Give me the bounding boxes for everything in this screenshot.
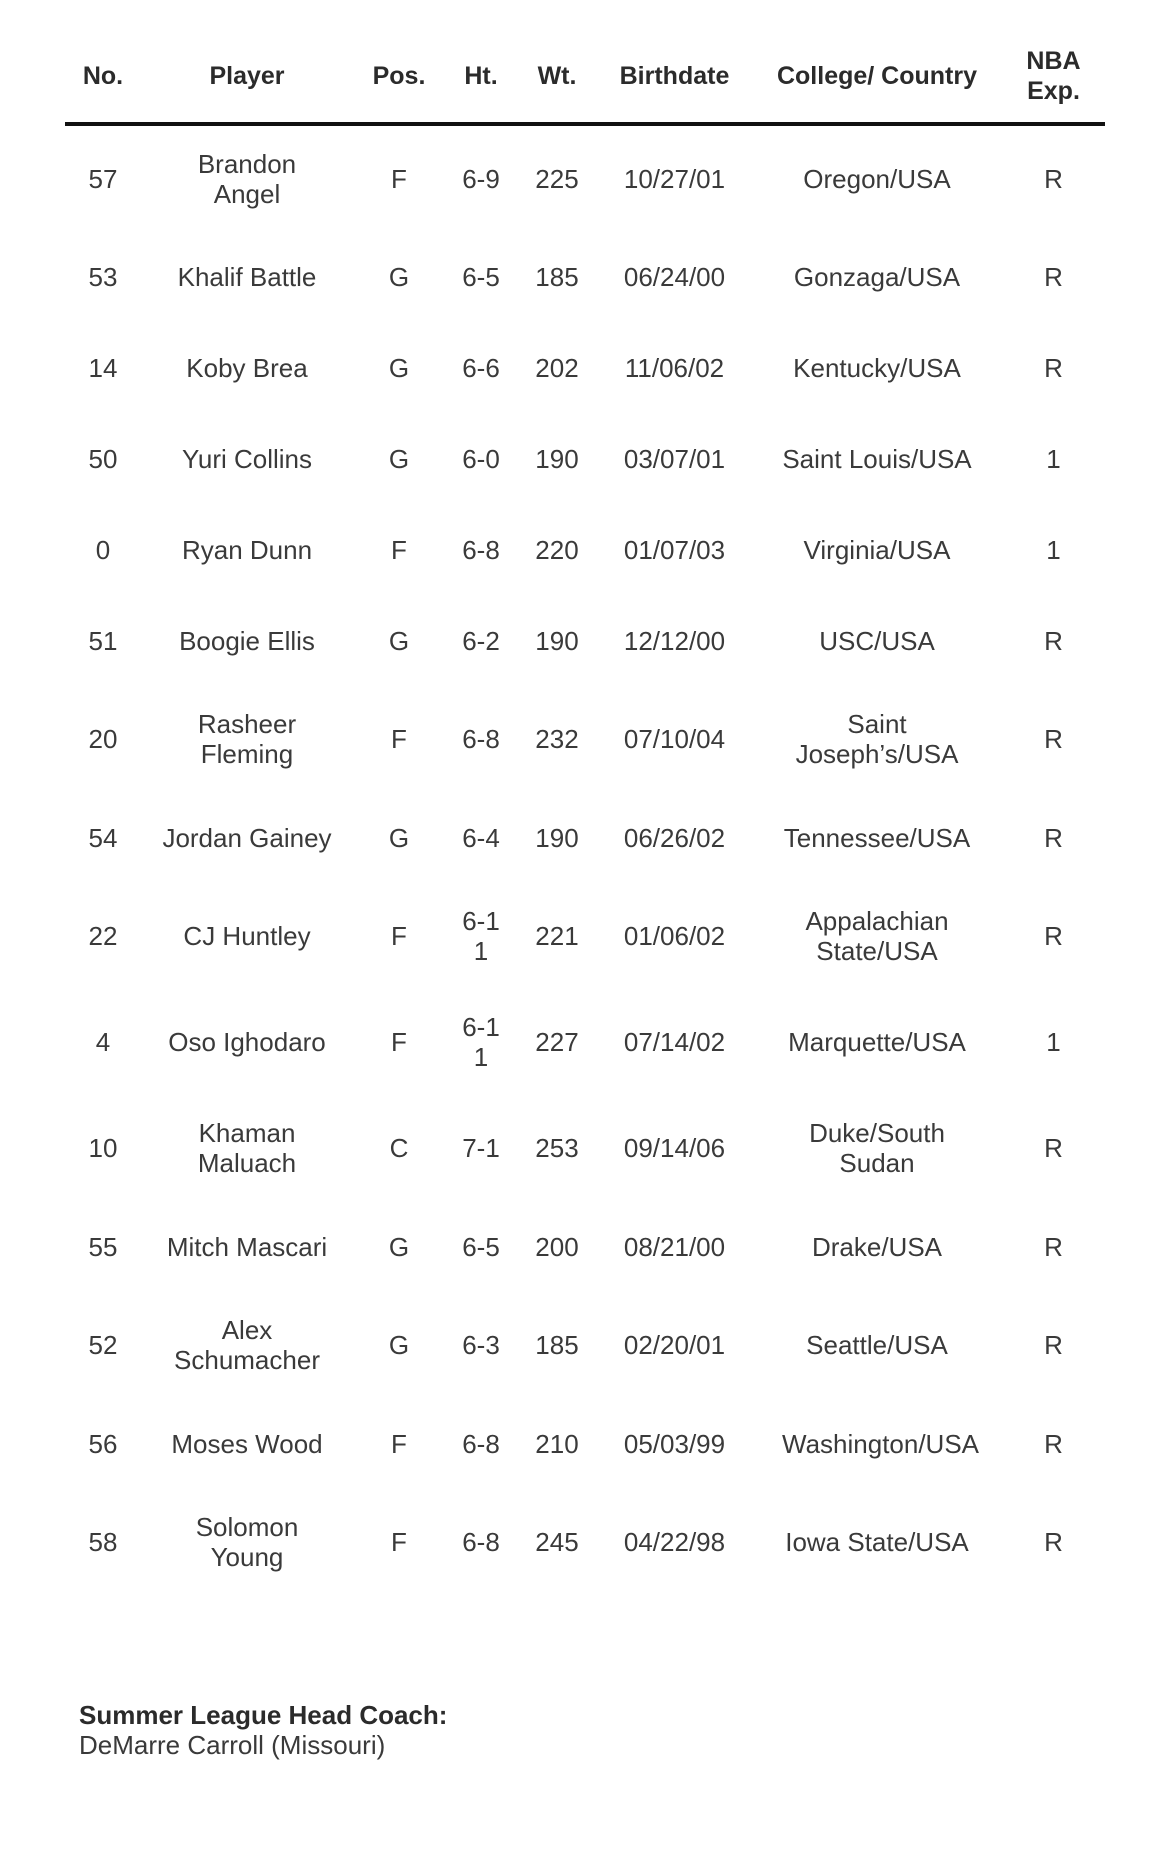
- player-college-country-value: Tennessee/USA: [783, 822, 971, 853]
- table-row: [65, 686, 1105, 792]
- header-college-country: College/ Country: [752, 30, 1002, 124]
- player-college-country: [752, 322, 1002, 413]
- player-nba-experience: R: [1044, 822, 1063, 853]
- player-height: [445, 792, 517, 883]
- player-name-value: Rasheer Fleming: [197, 709, 297, 769]
- player-name: [141, 989, 353, 1095]
- player-number: 51: [88, 625, 118, 656]
- player-name: [141, 124, 353, 231]
- player-height-value: 6-2: [462, 625, 500, 656]
- player-height-value: 6-11: [462, 1012, 500, 1072]
- player-weight: 202: [535, 352, 579, 383]
- player-college-country: [752, 1201, 1002, 1292]
- coach-label: Summer League Head Coach:: [79, 1700, 448, 1730]
- player-weight: 220: [535, 534, 579, 565]
- player-name-value: Ryan Dunn: [181, 534, 313, 565]
- player-name-value: Koby Brea: [186, 352, 308, 383]
- player-name-value: Alex Schumacher: [174, 1315, 320, 1375]
- player-height-value: 6-8: [462, 1428, 500, 1459]
- player-nba-experience: R: [1044, 352, 1063, 383]
- player-birthdate: 05/03/99: [623, 1428, 726, 1459]
- player-name-value: Khalif Battle: [177, 261, 317, 292]
- player-number: 57: [88, 163, 118, 194]
- header-weight: Wt.: [517, 30, 597, 124]
- player-number: 58: [88, 1527, 118, 1557]
- player-number: 56: [88, 1428, 118, 1459]
- player-height: [445, 1489, 517, 1595]
- player-height-value: 6-8: [462, 1527, 500, 1557]
- player-nba-experience: 1: [1046, 1027, 1061, 1057]
- table-row: [65, 413, 1105, 504]
- header-row: [65, 30, 1105, 124]
- player-position: F: [391, 1027, 407, 1057]
- player-nba-experience: 1: [1046, 443, 1061, 474]
- player-position: G: [388, 352, 410, 383]
- player-birthdate: 12/12/00: [623, 625, 726, 656]
- player-height: [445, 686, 517, 792]
- player-height: [445, 124, 517, 231]
- player-height-value: 6-4: [462, 822, 500, 853]
- table-row: [65, 883, 1105, 989]
- table-row: [65, 1095, 1105, 1201]
- roster-table-body: [65, 124, 1105, 1595]
- player-weight: 253: [535, 1133, 579, 1163]
- player-height: [445, 989, 517, 1095]
- table-row: [65, 124, 1105, 231]
- player-college-country-value: Marquette/USA: [788, 1027, 966, 1057]
- player-name: [141, 322, 353, 413]
- player-name-value: Boogie Ellis: [179, 625, 315, 656]
- player-name-value: Mitch Mascari: [166, 1231, 328, 1262]
- player-nba-experience: R: [1044, 1527, 1063, 1557]
- player-name: [141, 1489, 353, 1595]
- player-nba-experience: R: [1044, 163, 1063, 194]
- player-nba-experience: R: [1044, 261, 1063, 292]
- player-number: 53: [88, 261, 118, 292]
- player-position: G: [388, 822, 410, 853]
- player-college-country: [752, 792, 1002, 883]
- player-nba-experience: R: [1044, 724, 1063, 754]
- player-college-country-value: Drake/USA: [811, 1231, 943, 1262]
- player-name: [141, 1201, 353, 1292]
- player-college-country: [752, 124, 1002, 231]
- player-name-value: Khaman Maluach: [197, 1118, 297, 1178]
- player-number: 55: [88, 1231, 118, 1262]
- player-name: [141, 686, 353, 792]
- player-number: 0: [95, 534, 111, 565]
- player-birthdate: 07/10/04: [623, 724, 726, 754]
- table-row: [65, 1201, 1105, 1292]
- player-name: [141, 231, 353, 322]
- player-number: 54: [88, 822, 118, 853]
- player-weight: 227: [535, 1027, 579, 1057]
- player-birthdate: 04/22/98: [623, 1527, 726, 1557]
- player-number: 20: [88, 724, 118, 754]
- table-row: [65, 504, 1105, 595]
- header-position: Pos.: [353, 30, 445, 124]
- player-height-value: 7-1: [462, 1133, 500, 1163]
- player-height: [445, 1398, 517, 1489]
- player-name: [141, 1398, 353, 1489]
- player-name-value: CJ Huntley: [183, 921, 311, 951]
- player-position: F: [391, 163, 407, 194]
- table-row: [65, 1292, 1105, 1398]
- player-position: C: [389, 1133, 409, 1163]
- player-weight: 185: [535, 1330, 579, 1360]
- player-nba-experience: R: [1044, 1428, 1063, 1459]
- player-number: 4: [95, 1027, 111, 1057]
- player-birthdate: 08/21/00: [623, 1231, 726, 1262]
- player-nba-experience: R: [1044, 921, 1063, 951]
- roster-table-container: [65, 30, 1105, 1595]
- player-height: [445, 1201, 517, 1292]
- player-height-value: 6-9: [462, 163, 500, 194]
- player-college-country-value: Appalachian State/USA: [805, 906, 949, 966]
- player-height: [445, 883, 517, 989]
- player-name-value: Yuri Collins: [181, 443, 313, 474]
- player-college-country: [752, 1398, 1002, 1489]
- header-height: Ht.: [445, 30, 517, 124]
- table-row: [65, 322, 1105, 413]
- header-birthdate: Birthdate: [597, 30, 752, 124]
- player-weight: 245: [535, 1527, 579, 1557]
- coach-section: [79, 1700, 447, 1760]
- player-birthdate: 01/06/02: [623, 921, 726, 951]
- player-name-value: Moses Wood: [171, 1428, 323, 1459]
- player-height-value: 6-3: [462, 1330, 500, 1360]
- table-row: [65, 792, 1105, 883]
- player-height-value: 6-5: [462, 261, 500, 292]
- player-name: [141, 1095, 353, 1201]
- player-height: [445, 1095, 517, 1201]
- player-birthdate: 10/27/01: [623, 163, 726, 194]
- player-height-value: 6-11: [462, 906, 500, 966]
- player-college-country-value: Oregon/USA: [803, 163, 951, 194]
- player-college-country-value: Duke/South Sudan: [809, 1118, 945, 1178]
- player-college-country: [752, 504, 1002, 595]
- player-birthdate: 06/26/02: [623, 822, 726, 853]
- player-name: [141, 595, 353, 686]
- player-position: F: [391, 1527, 407, 1557]
- player-position: G: [388, 1330, 410, 1360]
- player-college-country-value: Seattle/USA: [806, 1330, 948, 1360]
- player-college-country: [752, 595, 1002, 686]
- player-college-country: [752, 1095, 1002, 1201]
- header-nba-experience-label: NBA Exp.: [1026, 47, 1081, 105]
- player-number: 52: [88, 1330, 118, 1360]
- player-height: [445, 322, 517, 413]
- player-college-country-value: Saint Louis/USA: [782, 443, 972, 474]
- player-height-value: 6-8: [462, 534, 500, 565]
- player-height: [445, 504, 517, 595]
- player-height-value: 6-5: [462, 1231, 500, 1262]
- header-player: Player: [141, 30, 353, 124]
- player-college-country: [752, 686, 1002, 792]
- player-name: [141, 792, 353, 883]
- player-name-value: Oso Ighodaro: [168, 1027, 326, 1057]
- player-name: [141, 1292, 353, 1398]
- player-weight: 225: [535, 163, 579, 194]
- header-nba-experience: [1002, 30, 1105, 124]
- player-college-country: [752, 883, 1002, 989]
- player-weight: 221: [535, 921, 579, 951]
- player-number: 22: [88, 921, 118, 951]
- player-birthdate: 01/07/03: [623, 534, 726, 565]
- player-name-value: Brandon Angel: [197, 148, 297, 209]
- player-position: G: [388, 443, 410, 474]
- player-position: G: [388, 1231, 410, 1262]
- coach-name: DeMarre Carroll (Missouri): [79, 1730, 386, 1760]
- player-weight: 190: [535, 443, 579, 474]
- player-college-country-value: Iowa State/USA: [785, 1527, 969, 1557]
- player-college-country: [752, 989, 1002, 1095]
- player-birthdate: 02/20/01: [623, 1330, 726, 1360]
- roster-table: [65, 30, 1105, 1595]
- player-college-country: [752, 413, 1002, 504]
- player-weight: 185: [535, 261, 579, 292]
- player-position: F: [391, 1428, 407, 1459]
- player-birthdate: 07/14/02: [623, 1027, 726, 1057]
- player-name: [141, 413, 353, 504]
- header-number: No.: [65, 30, 141, 124]
- player-weight: 190: [535, 822, 579, 853]
- player-nba-experience: 1: [1046, 534, 1061, 565]
- table-row: [65, 989, 1105, 1095]
- table-row: [65, 595, 1105, 686]
- player-birthdate: 06/24/00: [623, 261, 726, 292]
- player-birthdate: 09/14/06: [623, 1133, 726, 1163]
- player-position: F: [391, 724, 407, 754]
- player-position: G: [388, 625, 410, 656]
- player-position: G: [388, 261, 410, 292]
- player-weight: 210: [535, 1428, 579, 1459]
- player-height: [445, 1292, 517, 1398]
- player-nba-experience: R: [1044, 1330, 1063, 1360]
- player-number: 10: [88, 1133, 118, 1163]
- table-row: [65, 1489, 1105, 1595]
- player-position: F: [391, 921, 407, 951]
- player-name: [141, 504, 353, 595]
- player-name-value: Jordan Gainey: [162, 822, 332, 853]
- player-number: 50: [88, 443, 118, 474]
- player-birthdate: 03/07/01: [623, 443, 726, 474]
- player-height: [445, 413, 517, 504]
- player-name: [141, 883, 353, 989]
- player-height-value: 6-6: [462, 352, 500, 383]
- player-college-country-value: Kentucky/USA: [793, 352, 961, 383]
- table-row: [65, 231, 1105, 322]
- player-weight: 200: [535, 1231, 579, 1262]
- player-nba-experience: R: [1044, 1133, 1063, 1163]
- player-college-country-value: Gonzaga/USA: [793, 261, 961, 292]
- player-height: [445, 595, 517, 686]
- table-row: [65, 1398, 1105, 1489]
- player-birthdate: 11/06/02: [624, 352, 725, 383]
- player-college-country: [752, 1489, 1002, 1595]
- player-college-country-value: Saint Joseph’s/USA: [795, 709, 959, 769]
- player-college-country: [752, 1292, 1002, 1398]
- player-nba-experience: R: [1044, 625, 1063, 656]
- player-college-country: [752, 231, 1002, 322]
- player-college-country-value: Washington/USA: [782, 1428, 980, 1459]
- player-weight: 232: [535, 724, 579, 754]
- player-nba-experience: R: [1044, 1231, 1063, 1262]
- player-height: [445, 231, 517, 322]
- player-weight: 190: [535, 625, 579, 656]
- player-number: 14: [88, 352, 118, 383]
- player-college-country-value: USC/USA: [819, 625, 935, 656]
- player-height-value: 6-8: [462, 724, 500, 754]
- player-name-value: Solomon Young: [195, 1512, 299, 1572]
- player-college-country-value: Virginia/USA: [803, 534, 951, 565]
- roster-table-header: [65, 30, 1105, 124]
- player-position: F: [391, 534, 407, 565]
- player-height-value: 6-0: [462, 443, 500, 474]
